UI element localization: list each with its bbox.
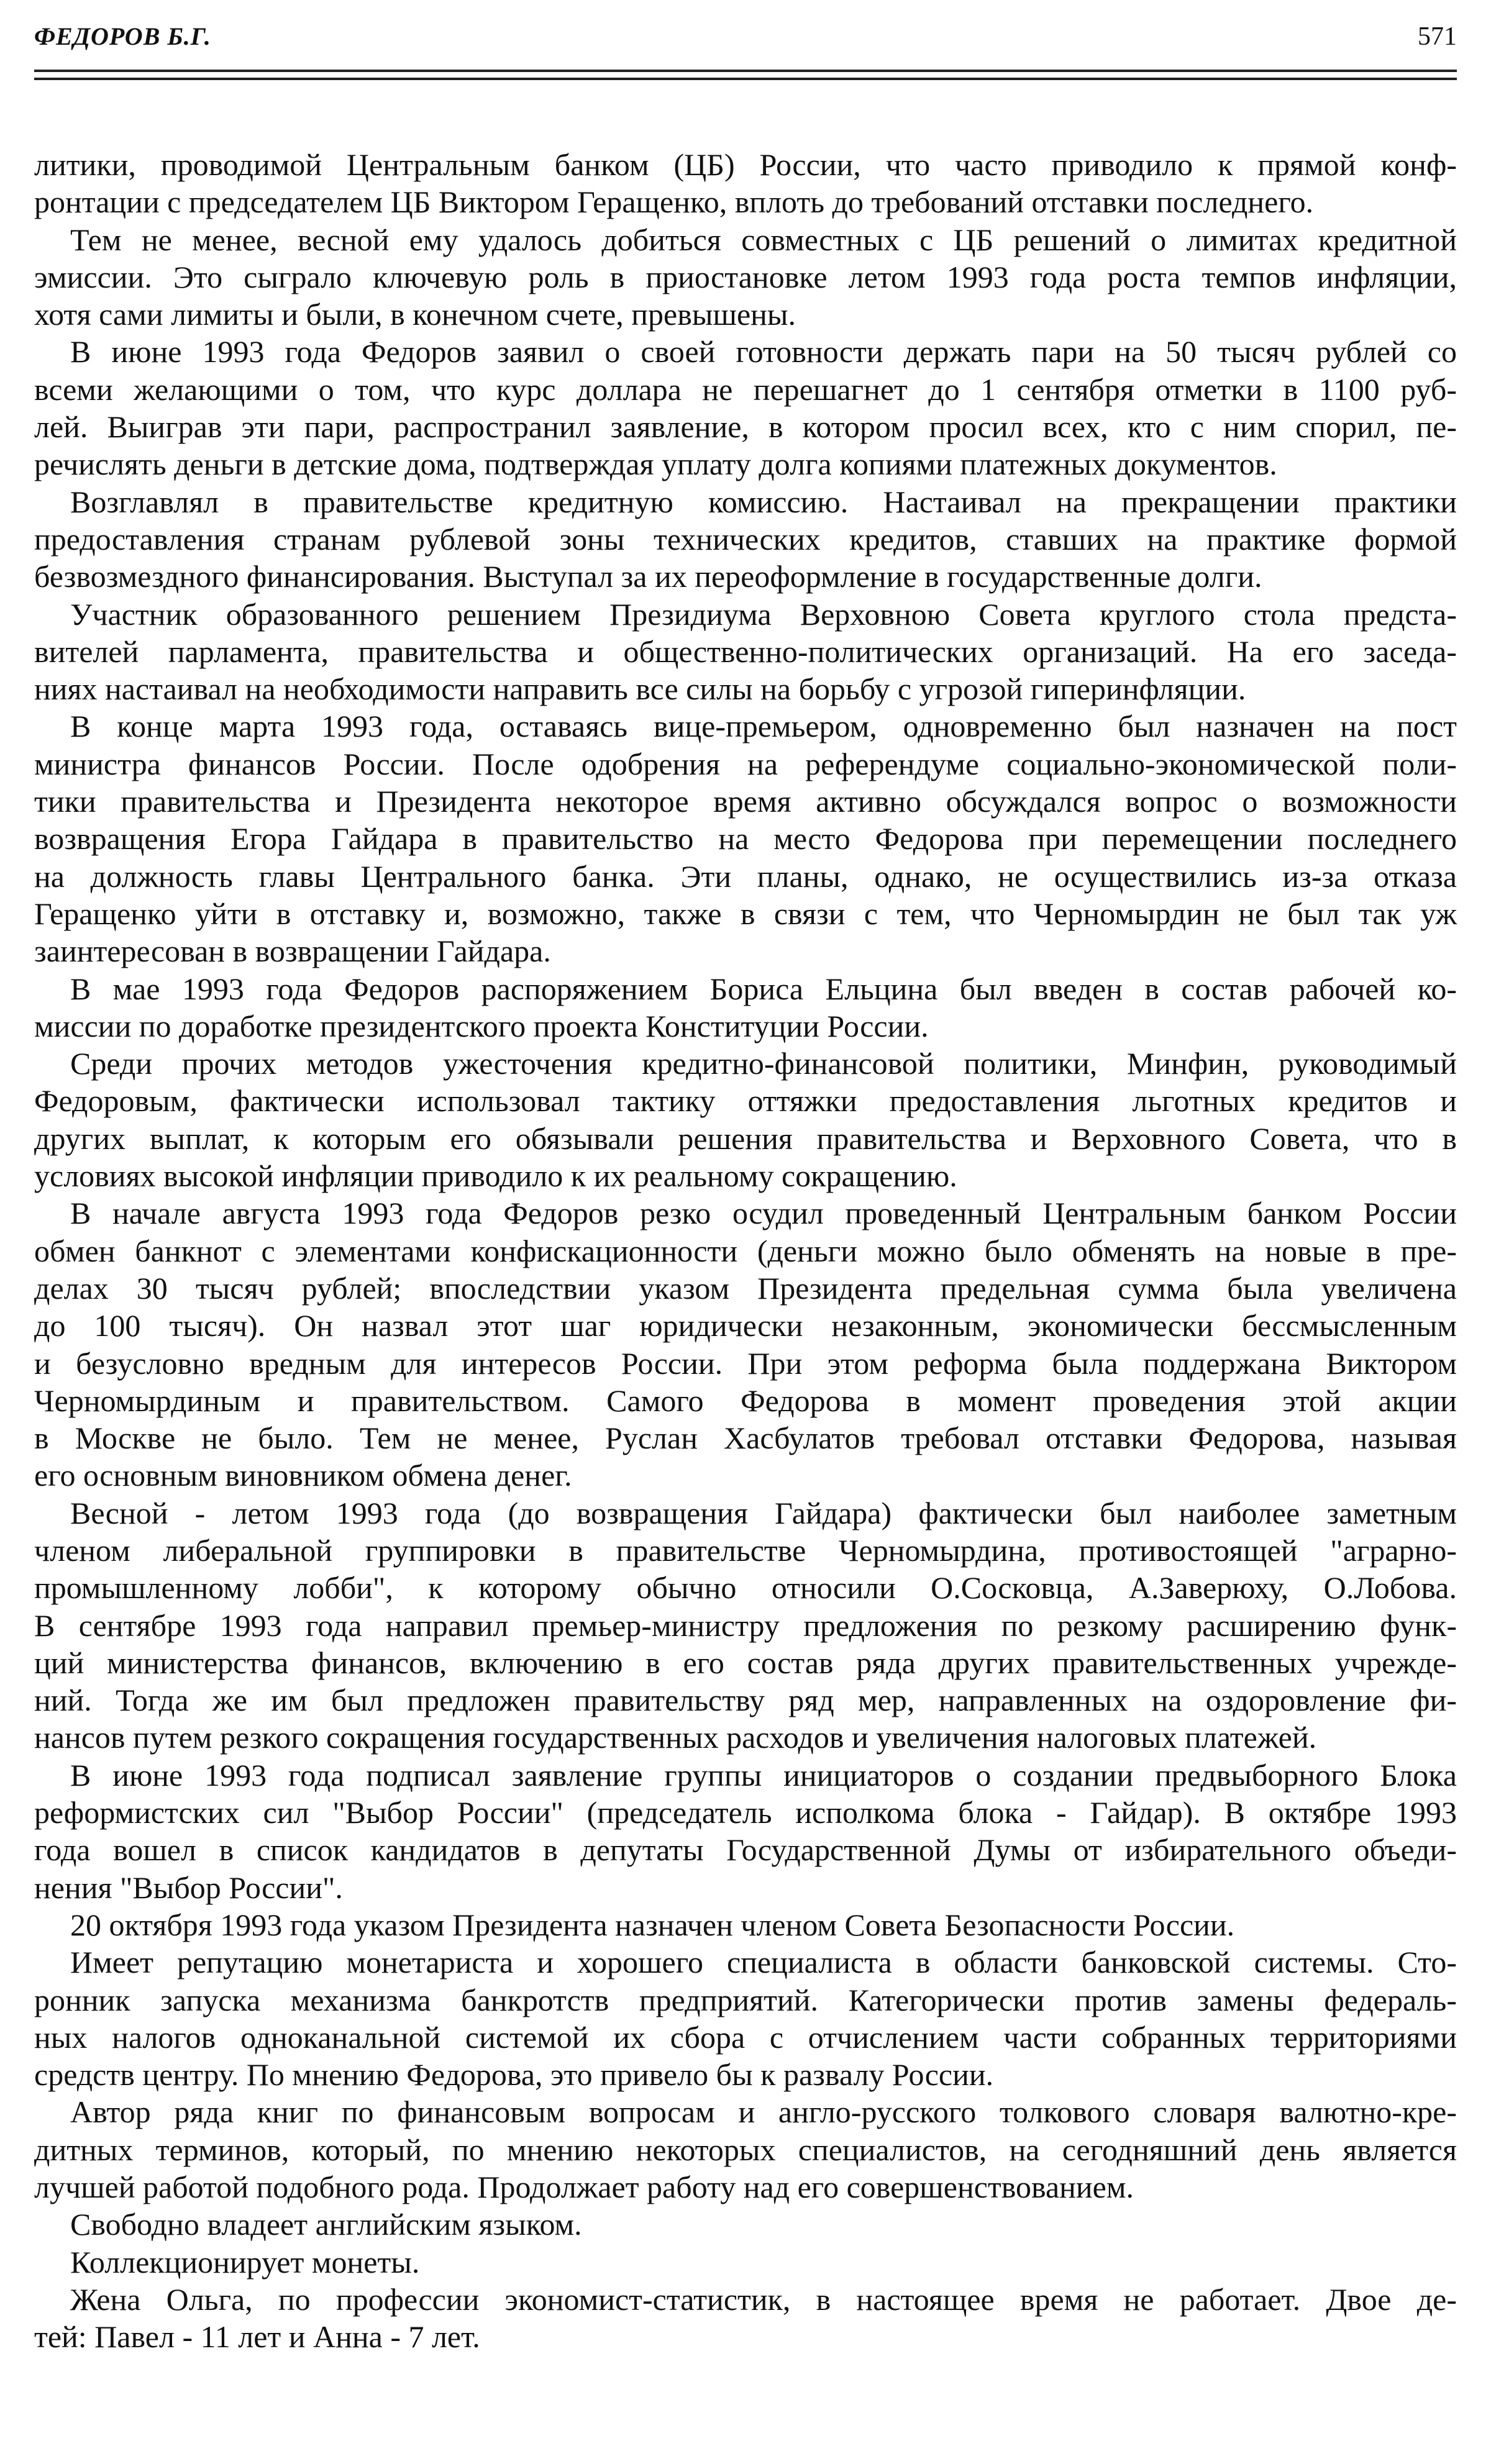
text-line: нансов путем резкого сокращения государственных расходов и увеличения налоговых платежей.	[34, 1720, 1317, 1755]
text-line: Весной - летом 1993 года (до возвращения Гайдара) фактически был наиболее заметным	[70, 1495, 1457, 1530]
text-line: года вошел в список кандидатов в депутаты Государственной Думы от избирательного объеди-	[34, 1832, 1457, 1868]
text-line: средств центру. По мнению Федорова, это привело бы к развалу России.	[34, 2057, 994, 2093]
text-line: ниях настаивал на необходимости направить все силы на борьбу с угрозой гиперинфляции.	[34, 671, 1246, 707]
text-line: делах 30 тысяч рублей; впоследствии указом Президента предельная сумма была увеличена	[34, 1270, 1457, 1306]
text-line: предоставления странам рублевой зоны технических кредитов, ставших на практике формой	[34, 521, 1457, 557]
text-line: Коллекционирует монеты.	[70, 2244, 420, 2280]
text-line: Имеет репутацию монетариста и хорошего специалиста в области банковской системы. Сто-	[70, 1945, 1457, 1980]
paragraph	[34, 483, 1457, 596]
text-line: министра финансов России. После одобрения на референдуме социально-экономической поли-	[34, 746, 1457, 781]
paragraph	[34, 333, 1457, 483]
text-line: лей. Выиграв эти пари, распространил заявление, в котором просил всех, кто с ним спорил, пе-	[34, 409, 1457, 445]
text-line: Геращенко уйти в отставку и, возможно, также в связи с тем, что Черномырдин не был так уж	[34, 896, 1457, 931]
text-line: возвращения Егора Гайдара в правительство на место Федорова при перемещении последнего	[34, 821, 1457, 857]
text-line: речислять деньги в детские дома, подтверждая уплату долга копиями платежных документов.	[34, 447, 1277, 482]
paragraph	[34, 2093, 1457, 2206]
paragraph	[34, 1757, 1457, 1906]
text-line: В июне 1993 года Федоров заявил о своей готовности держать пари на 50 тысяч рублей со	[70, 334, 1457, 370]
paragraph	[34, 596, 1457, 708]
paragraph	[34, 2244, 1457, 2281]
paragraph	[34, 1194, 1457, 1494]
text-line: Свободно владеет английским языком.	[70, 2207, 582, 2242]
paragraph	[34, 1045, 1457, 1194]
text-line: Возглавлял в правительстве кредитную комиссию. Настаивал на прекращении практики	[70, 484, 1457, 519]
text-line: и безусловно вредным для интересов России. При этом реформа была поддержана Виктором	[34, 1345, 1457, 1381]
text-line: ронник запуска механизма банкротств предприятий. Категорически против замены федераль-	[34, 1982, 1457, 2017]
text-line: В июне 1993 года подписал заявление группы инициаторов о создании предвыборного Блока	[70, 1757, 1457, 1793]
body-text	[34, 146, 1457, 2356]
text-line: Участник образованного решением Президиума Верховною Совета круглого стола предста-	[70, 596, 1457, 632]
page-number: 571	[1418, 22, 1457, 51]
text-line: Жена Ольга, по профессии экономист-статистик, в настоящее время не работает. Двое де-	[70, 2281, 1457, 2317]
paragraph	[34, 221, 1457, 334]
text-line: Тем не менее, весной ему удалось добиться совместных с ЦБ решений о лимитах кредитной	[70, 222, 1457, 257]
text-line: других выплат, к которым его обязывали решения правительства и Верховного Совета, что в	[34, 1121, 1457, 1156]
text-line: тей: Павел - 11 лет и Анна - 7 лет.	[34, 2319, 480, 2355]
text-line: тики правительства и Президента некоторое время активно обсуждался вопрос о возможности	[34, 784, 1457, 819]
header-rule-top	[34, 70, 1457, 72]
text-line: всеми желающими о том, что курс доллара не перешагнет до 1 сентября отметки в 1100 руб-	[34, 371, 1457, 407]
text-line: ций министерства финансов, включению в его состав ряда других правительственных учрежде-	[34, 1645, 1457, 1680]
text-line: заинтересован в возвращении Гайдара.	[34, 934, 551, 969]
text-line: В сентябре 1993 года направил премьер-министру предложения по резкому расширению функ-	[34, 1607, 1457, 1643]
text-line: В начале августа 1993 года Федоров резко осудил проведенный Центральным банком России	[70, 1196, 1457, 1231]
paragraph	[34, 146, 1457, 221]
paragraph	[34, 1494, 1457, 1757]
paragraph	[34, 1943, 1457, 2093]
text-line: безвозмездного финансирования. Выступал за их переоформление в государственные долги.	[34, 559, 1262, 594]
text-line: эмиссии. Это сыграло ключевую роль в приостановке летом 1993 года роста темпов инфляции,	[34, 259, 1457, 294]
text-line: ний. Тогда же им был предложен правительству ряд мер, направленных на оздоровление фи-	[34, 1683, 1457, 1718]
text-line: 20 октября 1993 года указом Президента назначен членом Совета Безопасности России.	[70, 1907, 1235, 1942]
paragraph	[34, 2281, 1457, 2356]
text-line: лучшей работой подобного рода. Продолжает работу над его совершенствованием.	[34, 2170, 1134, 2205]
text-line: нения "Выбор России".	[34, 1870, 343, 1905]
page-header	[34, 22, 1457, 59]
text-line: В мае 1993 года Федоров распоряжением Бориса Ельцина был введен в состав рабочей ко-	[70, 971, 1457, 1006]
header-rule-bottom	[34, 78, 1457, 80]
text-line: Федоровым, фактически использовал тактику оттяжки предоставления льготных кредитов и	[34, 1083, 1457, 1119]
text-line: ных налогов одноканальной системой их сбора с отчислением части собранных территориями	[34, 2019, 1457, 2055]
text-line: членом либеральной группировки в правительстве Черномырдина, противостоящей "аграрно-	[34, 1532, 1457, 1568]
text-line: В конце марта 1993 года, оставаясь вице-премьером, одновременно был назначен на пост	[70, 709, 1457, 744]
text-line: обмен банкнот с элементами конфискационности (деньги можно было обменять на новые в пре-	[34, 1233, 1457, 1268]
text-line: Среди прочих методов ужесточения кредитно-финансовой политики, Минфин, руководимый	[70, 1046, 1457, 1081]
running-head: ФЕДОРОВ Б.Г.	[34, 22, 211, 50]
text-line: Автор ряда книг по финансовым вопросам и англо-русского толкового словаря валютно-кре-	[70, 2094, 1457, 2130]
paragraph	[34, 2206, 1457, 2243]
paragraph	[34, 970, 1457, 1045]
text-line: хотя сами лимиты и были, в конечном счете, превышены.	[34, 297, 796, 332]
text-line: на должность главы Центрального банка. Эти планы, однако, не осуществились из-за отказа	[34, 858, 1457, 894]
text-line: его основным виновником обмена денег.	[34, 1458, 572, 1493]
text-line: реформистских сил "Выбор России" (председатель исполкома блока - Гайдар). В октябре 1993	[34, 1795, 1457, 1830]
paragraph	[34, 707, 1457, 970]
text-line: дитных терминов, который, по мнению некоторых специалистов, на сегодняшний день является	[34, 2132, 1457, 2167]
text-line: вителей парламента, правительства и общественно-политических организаций. На его заседа-	[34, 634, 1457, 669]
text-line: миссии по доработке президентского проекта Конституции России.	[34, 1008, 929, 1043]
text-line: условиях высокой инфляции приводило к их реальному сокращению.	[34, 1158, 957, 1194]
text-line: ронтации с председателем ЦБ Виктором Геращенко, вплоть до требований отставки последнего.	[34, 184, 1314, 220]
text-line: промышленному лобби", к которому обычно относили О.Сосковца, А.Заверюху, О.Лобова.	[34, 1570, 1457, 1606]
text-line: до 100 тысяч). Он назвал этот шаг юридически незаконным, экономически бессмысленным	[34, 1308, 1457, 1343]
text-line: Черномырдиным и правительством. Самого Федорова в момент проведения этой акции	[34, 1383, 1457, 1418]
paragraph	[34, 1906, 1457, 1943]
text-line: в Москве не было. Тем не менее, Руслан Хасбулатов требовал отставки Федорова, называя	[34, 1421, 1457, 1456]
text-line: литики, проводимой Центральным банком (ЦБ) России, что часто приводило к прямой конф-	[34, 147, 1457, 182]
